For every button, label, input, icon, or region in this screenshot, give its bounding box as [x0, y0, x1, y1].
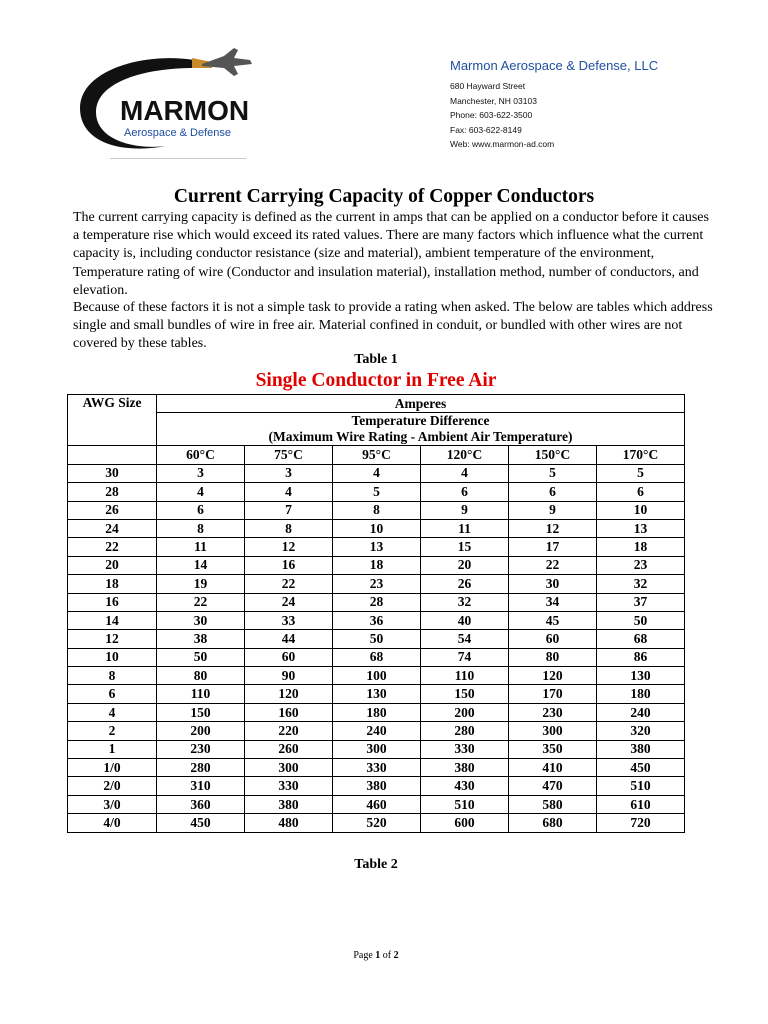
- awg-size-cell: 1/0: [68, 759, 157, 777]
- table-row: [68, 814, 685, 832]
- ampere-cell: 220: [245, 722, 333, 740]
- ampere-cell: 200: [157, 722, 245, 740]
- table-row: [68, 667, 685, 685]
- awg-size-cell: 26: [68, 501, 157, 519]
- ampere-cell: 520: [333, 814, 421, 832]
- ampere-cell: 380: [245, 795, 333, 813]
- ampere-cell: 9: [421, 501, 509, 519]
- logo-wordmark: MARMON: [120, 95, 250, 126]
- ampere-cell: 480: [245, 814, 333, 832]
- ampere-cell: 60: [509, 630, 597, 648]
- ampere-cell: 80: [157, 667, 245, 685]
- awg-size-cell: 20: [68, 556, 157, 574]
- ampere-cell: 330: [245, 777, 333, 795]
- table-row: [68, 630, 685, 648]
- intro-paragraph: The current carrying capacity is defined as the current in amps that can be applied on a conductor before it causes a temperature rise which would exceed its rated values. There are many factors which influence what the current capacity is, including conductor resistance (size and material), ambient temperature of the environment, Temperature rating of wire (Conductor and insulation material), installation method, number of conductors, and elevation.: [73, 210, 709, 298]
- ampere-cell: 330: [333, 759, 421, 777]
- ampere-cell: 26: [421, 575, 509, 593]
- ampere-cell: 8: [157, 519, 245, 537]
- ampere-cell: 16: [245, 556, 333, 574]
- ampere-cell: 60: [245, 648, 333, 666]
- ampere-cell: 230: [509, 703, 597, 721]
- table2-label: Table 2: [354, 857, 398, 872]
- ampere-cell: 74: [421, 648, 509, 666]
- ampere-cell: 50: [157, 648, 245, 666]
- logo-tagline: Aerospace & Defense: [124, 127, 232, 139]
- ampere-cell: 280: [157, 759, 245, 777]
- ampere-cell: 10: [597, 501, 685, 519]
- ampere-cell: 200: [421, 703, 509, 721]
- ampere-cell: 22: [157, 593, 245, 611]
- scope-paragraph: Because of these factors it is not a simple task to provide a rating when asked. The below are tables which address single and small bundles of wire in free air. Material confined in conduit, or bundled with other wires are not covered by these tables.: [73, 300, 713, 352]
- awg-size-cell: 24: [68, 519, 157, 537]
- document-title: Current Carrying Capacity of Copper Conductors: [173, 186, 595, 207]
- ampere-cell: 680: [509, 814, 597, 832]
- temperature-header: 170°C: [597, 446, 685, 464]
- awg-size-cell: 10: [68, 648, 157, 666]
- awg-size-cell: 4/0: [68, 814, 157, 832]
- ampere-cell: 15: [421, 538, 509, 556]
- table-row: [68, 777, 685, 795]
- temperature-header: 95°C: [333, 446, 421, 464]
- logo-divider: [110, 158, 246, 159]
- ampere-cell: 450: [597, 759, 685, 777]
- ampere-cell: 68: [333, 648, 421, 666]
- ampere-cell: 350: [509, 740, 597, 758]
- awg-size-cell: 2/0: [68, 777, 157, 795]
- ampere-cell: 12: [509, 519, 597, 537]
- ampere-cell: 32: [421, 593, 509, 611]
- ampere-cell: 5: [333, 483, 421, 501]
- company-phone: Phone: 603-622-3500: [450, 110, 533, 120]
- company-info: [450, 58, 658, 152]
- ampere-cell: 380: [421, 759, 509, 777]
- ampere-cell: 180: [333, 703, 421, 721]
- temperature-difference-header: [157, 413, 685, 446]
- ampere-cell: 4: [245, 483, 333, 501]
- ampere-cell: 23: [597, 556, 685, 574]
- ampere-cell: 10: [333, 519, 421, 537]
- ampere-cell: 240: [333, 722, 421, 740]
- company-web[interactable]: Web: www.marmon-ad.com: [450, 139, 555, 149]
- ampere-cell: 90: [245, 667, 333, 685]
- ampere-cell: 110: [421, 667, 509, 685]
- ampere-cell: 5: [509, 464, 597, 482]
- ampere-cell: 300: [245, 759, 333, 777]
- ampere-cell: 110: [157, 685, 245, 703]
- ampere-cell: 12: [245, 538, 333, 556]
- ampere-cell: 36: [333, 611, 421, 629]
- ampere-cell: 6: [509, 483, 597, 501]
- awg-size-header: AWG Size: [68, 395, 157, 446]
- table-row: [68, 685, 685, 703]
- ampere-cell: 100: [333, 667, 421, 685]
- ampere-cell: 510: [421, 795, 509, 813]
- page-total: 2: [393, 950, 399, 961]
- temperature-header: 150°C: [509, 446, 597, 464]
- empty-header-cell: [68, 446, 157, 464]
- company-fax: Fax: 603-622-8149: [450, 124, 522, 135]
- amperes-header: Amperes: [157, 395, 685, 413]
- table-row: [68, 556, 685, 574]
- ampere-cell: 460: [333, 795, 421, 813]
- page-number: 1: [375, 950, 381, 961]
- ampere-cell: 22: [245, 575, 333, 593]
- ampere-cell: 6: [421, 483, 509, 501]
- ampere-cell: 19: [157, 575, 245, 593]
- ampere-cell: 120: [509, 667, 597, 685]
- awg-size-cell: 28: [68, 483, 157, 501]
- ampere-cell: 11: [421, 519, 509, 537]
- ampere-cell: 68: [597, 630, 685, 648]
- temperature-difference-subtitle: (Maximum Wire Rating - Ambient Air Temperature): [268, 429, 573, 445]
- ampere-cell: 580: [509, 795, 597, 813]
- ampere-cell: 38: [157, 630, 245, 648]
- temperature-header: 75°C: [245, 446, 333, 464]
- awg-size-cell: 4: [68, 703, 157, 721]
- table-row: [68, 703, 685, 721]
- temperature-difference-title: Temperature Difference: [351, 413, 490, 429]
- awg-size-cell: 12: [68, 630, 157, 648]
- awg-size-cell: 6: [68, 685, 157, 703]
- table-row: [68, 575, 685, 593]
- ampere-cell: 430: [421, 777, 509, 795]
- table1-label: Table 1: [354, 352, 398, 367]
- table-row: [68, 795, 685, 813]
- ampere-cell: 300: [509, 722, 597, 740]
- ampere-cell: 80: [509, 648, 597, 666]
- ampere-cell: 28: [333, 593, 421, 611]
- ampere-cell: 32: [597, 575, 685, 593]
- ampere-cell: 360: [157, 795, 245, 813]
- table-row: [68, 648, 685, 666]
- table1-title: Single Conductor in Free Air: [255, 370, 497, 391]
- ampere-cell: 50: [333, 630, 421, 648]
- table-body: [68, 464, 685, 832]
- table-row: [68, 464, 685, 482]
- table-row: [68, 483, 685, 501]
- ampere-cell: 17: [509, 538, 597, 556]
- awg-size-cell: 22: [68, 538, 157, 556]
- ampere-cell: 3: [245, 464, 333, 482]
- awg-size-cell: 3/0: [68, 795, 157, 813]
- ampere-cell: 310: [157, 777, 245, 795]
- ampere-cell: 11: [157, 538, 245, 556]
- ampere-cell: 37: [597, 593, 685, 611]
- table-row: [68, 611, 685, 629]
- ampere-cell: 23: [333, 575, 421, 593]
- marmon-logo: [74, 46, 254, 162]
- company-address: 680 Hayward Street: [450, 81, 526, 91]
- ampere-cell: 13: [333, 538, 421, 556]
- ampacity-table: [67, 394, 685, 833]
- awg-size-cell: 8: [68, 667, 157, 685]
- table-row: [68, 519, 685, 537]
- ampere-cell: 130: [597, 667, 685, 685]
- ampere-cell: 180: [597, 685, 685, 703]
- page-footer: [0, 950, 752, 961]
- ampere-cell: 4: [333, 464, 421, 482]
- ampere-cell: 54: [421, 630, 509, 648]
- ampere-cell: 170: [509, 685, 597, 703]
- ampere-cell: 8: [245, 519, 333, 537]
- ampere-cell: 5: [597, 464, 685, 482]
- awg-size-cell: 14: [68, 611, 157, 629]
- table-row: [68, 722, 685, 740]
- ampere-cell: 9: [509, 501, 597, 519]
- ampere-cell: 6: [597, 483, 685, 501]
- page-prefix: Page: [353, 950, 376, 961]
- ampere-cell: 50: [597, 611, 685, 629]
- awg-size-cell: 18: [68, 575, 157, 593]
- ampere-cell: 230: [157, 740, 245, 758]
- ampere-cell: 30: [509, 575, 597, 593]
- ampere-cell: 40: [421, 611, 509, 629]
- ampere-cell: 20: [421, 556, 509, 574]
- ampere-cell: 320: [597, 722, 685, 740]
- ampere-cell: 150: [157, 703, 245, 721]
- ampere-cell: 280: [421, 722, 509, 740]
- temperature-header: 60°C: [157, 446, 245, 464]
- table-row: [68, 593, 685, 611]
- ampere-cell: 470: [509, 777, 597, 795]
- ampere-cell: 380: [597, 740, 685, 758]
- temperature-row: [68, 446, 685, 464]
- ampere-cell: 8: [333, 501, 421, 519]
- ampere-cell: 4: [157, 483, 245, 501]
- ampere-cell: 450: [157, 814, 245, 832]
- ampere-cell: 24: [245, 593, 333, 611]
- ampere-cell: 6: [157, 501, 245, 519]
- ampere-cell: 160: [245, 703, 333, 721]
- ampere-cell: 4: [421, 464, 509, 482]
- ampere-cell: 34: [509, 593, 597, 611]
- ampere-cell: 13: [597, 519, 685, 537]
- jet-icon: [202, 48, 252, 76]
- ampere-cell: 260: [245, 740, 333, 758]
- ampere-cell: 86: [597, 648, 685, 666]
- ampere-cell: 18: [333, 556, 421, 574]
- table-row: [68, 501, 685, 519]
- ampere-cell: 410: [509, 759, 597, 777]
- ampere-cell: 3: [157, 464, 245, 482]
- ampere-cell: 720: [597, 814, 685, 832]
- awg-size-cell: 16: [68, 593, 157, 611]
- ampere-cell: 150: [421, 685, 509, 703]
- ampere-cell: 7: [245, 501, 333, 519]
- ampere-cell: 120: [245, 685, 333, 703]
- ampere-cell: 130: [333, 685, 421, 703]
- ampere-cell: 300: [333, 740, 421, 758]
- ampere-cell: 610: [597, 795, 685, 813]
- table-row: [68, 538, 685, 556]
- table-row: [68, 740, 685, 758]
- ampere-cell: 600: [421, 814, 509, 832]
- awg-size-cell: 1: [68, 740, 157, 758]
- ampere-cell: 510: [597, 777, 685, 795]
- awg-size-cell: 30: [68, 464, 157, 482]
- company-name: Marmon Aerospace & Defense, LLC: [450, 58, 659, 73]
- ampere-cell: 380: [333, 777, 421, 795]
- ampere-cell: 45: [509, 611, 597, 629]
- table-row: [68, 759, 685, 777]
- ampere-cell: 22: [509, 556, 597, 574]
- page-of: of: [380, 950, 394, 961]
- ampere-cell: 44: [245, 630, 333, 648]
- ampere-cell: 18: [597, 538, 685, 556]
- temperature-header: 120°C: [421, 446, 509, 464]
- ampere-cell: 240: [597, 703, 685, 721]
- company-city: Manchester, NH 03103: [450, 95, 537, 106]
- ampere-cell: 33: [245, 611, 333, 629]
- ampere-cell: 330: [421, 740, 509, 758]
- ampere-cell: 30: [157, 611, 245, 629]
- ampere-cell: 14: [157, 556, 245, 574]
- awg-size-cell: 2: [68, 722, 157, 740]
